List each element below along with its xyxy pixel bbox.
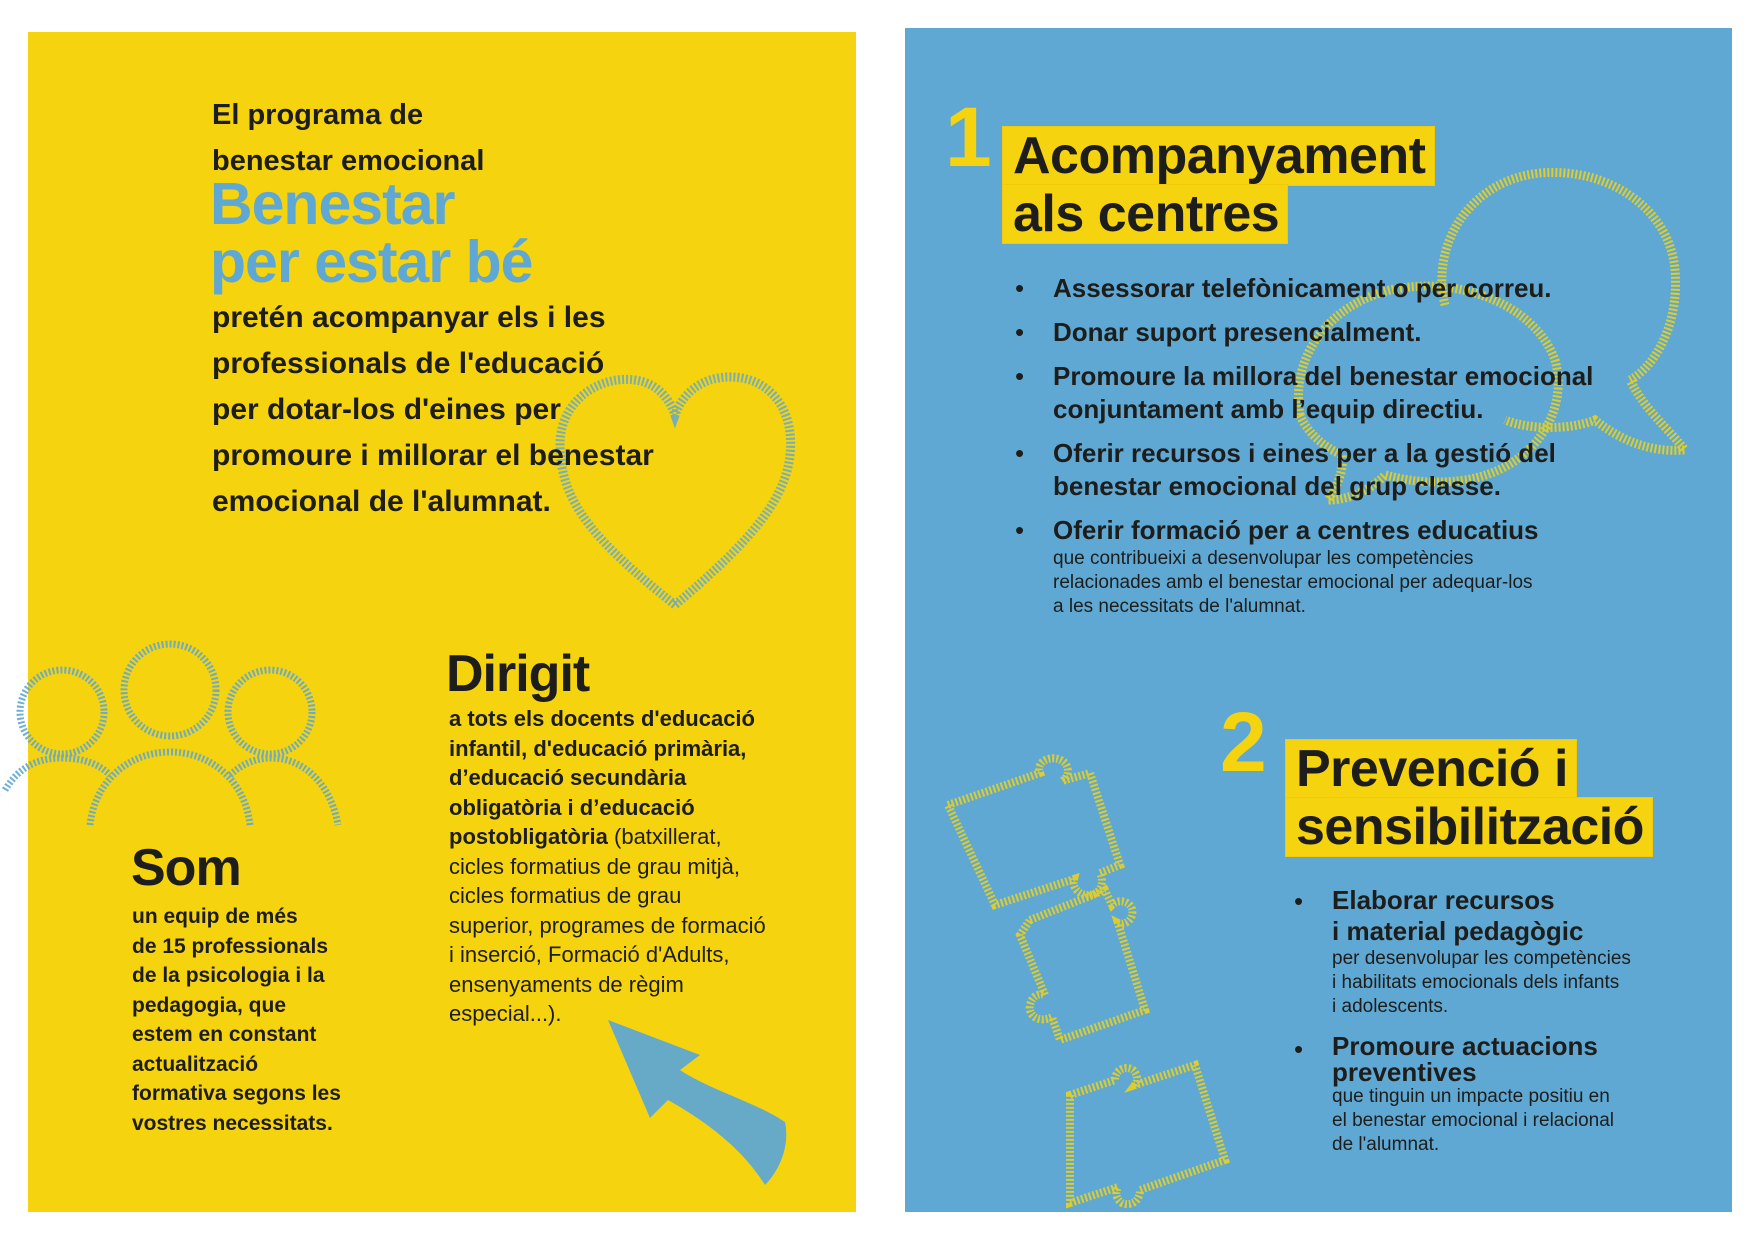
som-line: formativa segons les (132, 1082, 341, 1105)
section-2-title-line: sensibilització (1286, 798, 1652, 856)
som-line: estem en constant (132, 1023, 317, 1046)
dirigit-line: cicles formatius de grau mitjà, (449, 853, 740, 879)
section-1-title (1003, 127, 1434, 243)
list-item-detail: que tinguin un impacte positiu en (1332, 1086, 1610, 1107)
dirigit-line: d’educació secundària (449, 765, 687, 790)
description-line: pretén acompanyar els i les (212, 301, 606, 334)
som-line: de la psicologia i la (132, 964, 325, 987)
section-2-number: 2 (1220, 695, 1267, 789)
list-item (1294, 1033, 1714, 1157)
curved-arrow-icon (600, 1010, 800, 1200)
program-description (212, 295, 772, 525)
list-item (1015, 272, 1675, 305)
dirigit-title: Dirigit (446, 645, 590, 703)
list-item-detail: i habilitats emocionals dels infants (1332, 972, 1620, 993)
list-item-title: • Promoure la millora del benestar emocional (1053, 361, 1594, 391)
list-item-title: benestar emocional del grup classe. (1053, 471, 1501, 501)
section-2-list (1294, 885, 1714, 1171)
som-line: de 15 professionals (132, 934, 329, 958)
intro-line: benestar emocional (212, 145, 485, 177)
list-item (1015, 514, 1675, 619)
list-item-title: conjuntament amb l’equip directiu. (1053, 394, 1484, 424)
section-1-title-line: als centres (1003, 185, 1287, 243)
som-title: Som (131, 839, 241, 897)
som-text (132, 902, 392, 1138)
section-2-title-line: Prevenció i (1286, 740, 1576, 798)
som-line: un equip de més (132, 905, 298, 928)
people-group-icon (0, 640, 350, 840)
dirigit-line: ensenyaments de règim (449, 971, 684, 997)
list-item-detail: relacionades amb el benestar emocional per adequar-los (1053, 572, 1533, 593)
dirigit-line: a tots els docents d'educació (449, 706, 755, 731)
description-line: promoure i millorar el benestar (212, 439, 654, 472)
list-item-detail: de l'alumnat. (1332, 1134, 1440, 1155)
list-item-title: • Assessorar telefònicament o per correu. (1053, 273, 1552, 303)
list-item-title: • Donar suport presencialment. (1053, 317, 1422, 347)
list-item (1015, 360, 1675, 426)
dirigit-line: especial...). (449, 1001, 562, 1026)
dirigit-line: (batxillerat, (607, 824, 722, 849)
list-item-detail: a les necessitats de l'alumnat. (1053, 596, 1306, 617)
list-item (1015, 437, 1675, 503)
dirigit-line: superior, programes de formació (449, 912, 766, 938)
dirigit-line: i inserció, Formació d'Adults, (449, 942, 730, 967)
som-line: pedagogia, que (132, 993, 287, 1017)
som-line: actualització (132, 1052, 259, 1076)
list-item-detail: el benestar emocional i relacional (1332, 1110, 1614, 1131)
description-line: per dotar-los d'eines per (212, 393, 561, 426)
dirigit-line: infantil, d'educació primària, (449, 735, 747, 761)
dirigit-text (449, 704, 809, 1029)
list-item-title: • Elaborar recursos (1332, 885, 1555, 915)
list-item-title: i material pedagògic (1332, 916, 1584, 946)
section-1-number: 1 (945, 90, 992, 184)
list-item-title: • Oferir formació per a centres educatius (1053, 515, 1539, 545)
list-item-title: preventives (1332, 1057, 1477, 1087)
description-line: professionals de l'educació (212, 347, 605, 380)
som-line: vostres necessitats. (132, 1111, 333, 1135)
list-item-detail: per desenvolupar les competències (1332, 948, 1631, 969)
program-title (210, 171, 533, 295)
description-line: emocional de l'alumnat. (212, 485, 551, 518)
program-title-line: per estar bé (210, 229, 533, 295)
section-1-title-line: Acompanyament (1003, 127, 1434, 185)
list-item (1015, 316, 1675, 349)
list-item-title: • Oferir recursos i eines per a la gestió del (1053, 438, 1556, 468)
puzzle-pieces-icon (940, 755, 1260, 1245)
list-item-detail: i adolescents. (1332, 996, 1449, 1017)
dirigit-line: obligatòria i d’educació (449, 794, 695, 820)
intro-line: El programa de (212, 99, 424, 131)
section-1-list (1015, 272, 1675, 630)
section-2-title (1286, 740, 1652, 856)
list-item-title: • Promoure actuacions (1332, 1031, 1598, 1061)
program-title-line: Benestar (210, 171, 455, 237)
dirigit-line: cicles formatius de grau (449, 883, 682, 908)
dirigit-line: postobligatòria (449, 824, 608, 849)
list-item-detail: que contribueixi a desenvolupar les competències (1053, 548, 1474, 569)
list-item (1294, 885, 1714, 1019)
